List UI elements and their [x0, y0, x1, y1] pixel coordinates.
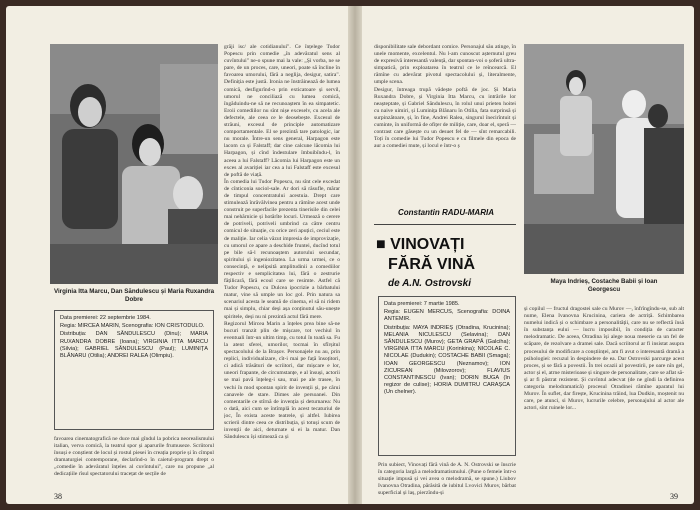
- right-photo-image: [524, 44, 684, 274]
- left-credits-date: Data premierei: 22 septembrie 1984.: [60, 315, 151, 321]
- review-author: Constantin RADU-MARIA: [398, 208, 494, 217]
- play-title-line-1: ■ VINOVAȚI: [376, 236, 465, 253]
- left-main-column: grăji isc/ ale cotidianului". Ce înțelege Tudor Popescu prin comedie „în adevăratul sens al cuvîntului" ne-o spune mai la vale: „Și vorba, ne se pare, de un proces, care, uneori, poate să încline în favoarea umorului, fără a neglija, desigur, satira". Definiția este justă. Ironia ne înstrăinează de lumea comică, desfigurînd-o prin exticatoare și servil, umorul ne conciliază cu lumea comică, îngăduindu-ne să ne recunoaștem în ea simpatetic. Eroii comediilor nu sînt nișe exceselv, cu acela ale defectele, ale ceea ce le deosebește. Excesul de străuni, excesul de principle automatizare comportamentale. El se prezintă tare patologic, iar nu morale. Între-un sens general, Harpagon este lacom ca și Falstaff; dar cine calcune lăcomia lui Harpagon, și cînd îndestulare îmbuibîndu-l, în aceea a lui Falstaff? Lăcomia lui Harpagon este un exces al avariției iar cea a lui Falstaff este excesul de poftă de viață. În comedia lui Tudor Popescu, nu sînt cele excedat de cînticonia sociol-sale. Ar dori să răsufle, mărar de timpul concentratului acestuia. Drept care stimulează înrăvălvinea pentru a rămîne acest unde construit pe superfacile prezenta tinerisile din celei mai nehărnicie și hotărîte locuri. Urmează o cerere de potriveli, potriveli umbrind ca către centru comicul de situație, cu orice zeri apuțici, ceciul este de maliție. Iar celia văzut impresia de improvizație, cu umorul ce apare a deschide fruntei, ducînd totul pe bile să-l recunoaștem autorului secundar, spiritului și ingeniozitatea. La urma urmei, ce o consecință, e nelipsită amplitudinii a comediilor respectiv e semplicitatea lui, fără o zestrurie fățilicară, fără ecoul care se resimte. Astfel că Tudor Popescu, cu Dulcea ipocrizie a bărbatului matur, vine să umple un loc gol. Prin natura sa scenariul acesta le seamă de cinema, el să ni ridem mai și simplu, chiar deși așa conținutul său-unește spiritele, deși nu ni prezintă actul fără mere. Regizorul Mircea Marin a înțeles prea bine să-ne bucuri tranzit plin de mișcare, tot vechiul în eventuali într-un ultim timp, cu totul în toată sa. Fu la atent sferei, umorilor, tocmai în sfîrșitul spectacolului de la Brașov. Personajele nu au, prin replici, individualizare, cît-i mai pe față însoțitori, ci adică trăsături de scriitori, dar mișcare e lor, uneori frapante, de circumstanțe, e al însuși, actorii se mai pavă înțeleg-i sau, mai pe ale trasee, în vechi în mod spontan spirit de invenții și, pe cărui canavele de stare. Dimes ale persoanei. Din comentarile ce stîrnă de invenția și deturnarea: Nu o dată, aici cum se întîmplă în acest tecaturiul de joc, În exista aceste teatrele, și altfel. Iubirea scrierii dintre ceea ce distribuția, și totuși scum de invenții de aici, deturnate si ei la matur. Dan Săndulescu își stimează ca și: [224, 44, 340, 441]
- left-page: [6, 6, 348, 504]
- right-bottom-left-column: Prin subiect, Vinovați fără vină de A. N. Ostrovski se înscrie în categoria largă a melodramatismului. (Pune o femeie într-o situație impusă și vei avea o melodramă, se spune.) Liubov Ivanovna Otradina, părăsită de iubitul Lvovici Murov, bărbat superficial și laș, pierzîndu-și: [378, 462, 516, 497]
- right-top-column: disponibilitate sale debordant comice. Personajul său atinge, în unele momente, excelentul. Nu l-am cunoscut așternutul greu de expresivă interesantă valență, dar spontan-voi o șoferă ultra-simpatică, prin exploatarea în teatrul ce le reîncearcă. El rămîne cu adevărat pivotul spectacolului și, literalmente, umple scena. Desigur, întreaga trupă vădește poftă de joc. Și Maria Ruxandra Dobre, și Virginia Itta Marcu, cu intrările lor neașteptate, și Gabriel Săndulescu, în rolul unui prieten hoitei cu naive uimiri, și Luminița Blănaru în Otilia, fata surprinsă și surpinzătoare, și, în fine, Andrei Ralea, singurul înecirîntuit și cuminte, în uniformă de ofițer de miliție, care, doar el, speră — contrast care găsește cu un desuet fel de — sînt remarcabili. Toți în comedie lui Tudor Popescu e cu filmele din epoca de aur a comediei mute, și locul e într-o ș: [374, 44, 516, 150]
- right-photo-caption: Maya Indrieș, Costache Babii și Ioan Georgescu: [550, 278, 658, 293]
- left-credits-distributia: Distribuția: DAN SĂNDULESCU (Dinu); MARIA RUXANDRA DOBRE (Ioana); VIRGINIA ITTA MARCU (Silvia); GABRIEL SĂNDULESCU (Paul); LUMINIȚA BLĂNARU (Otilia); ANDREI RALEA (Olimpiu).: [60, 331, 208, 360]
- play-title-line-2: FĂRĂ VINĂ: [388, 256, 476, 273]
- left-page-number: 38: [54, 492, 62, 501]
- right-page: [362, 6, 694, 504]
- right-credits-box: [378, 296, 516, 456]
- left-credits-regia: Regia: MIRCEA MARIN, Scenografia: ION CRISTODULO.: [60, 323, 205, 330]
- right-credits-regia: Regia: EUGEN MERCUS, Scenografia: DOINA ANTEMIR.: [384, 309, 510, 323]
- right-bottom-right-column: și copilul — fructul dragostei sale cu Murov —, înfrîngîndu-se, sub alt nume, Elena Ivanovna Krucinina, cariera de actriță. Schimbarea numelui indică și o schimbare a personalității, care nu se reflectă însă în substanța eului — lucru imposibil, în condiția de caracter melodramatic. De aceea, Otradina își alege noua meserie ca un fel de scăpare, de rezolvare a dramei sale. Dacă scriitorul ar fi insistat asupra procesului de modificare a conștiinței, am fi avut o interesantă dramă a psihologiei: recuzul în despindere de ea. Dar Ostrovski parcurge acest proces, și se fără a povestii. În trei ocazii al povestirii, pe oare nîn gel, actor și el, atrne misterioase și singure de personalitate, care se aflat să-și ar fi păstrat rezistent. Și cuvîntul adecvat (de ne gîndi la definirea categoria melodramatică) procesul Otradinei rămîne aparatul lui Murov. În suflet, dar firește, Krucinina trăind, lua Dudkin, moștenit nu care, pe atunci, si Murov, lucrurile celebre, personajului al actor ale actori, sînt ruinele lor...: [524, 306, 684, 412]
- book-gutter: [348, 6, 362, 504]
- left-credits-box: [54, 310, 214, 430]
- left-photo-image: [50, 44, 218, 284]
- left-photo-caption: Virginia Itta Marcu, Dan Săndulescu și Maria Ruxandra Dobre: [53, 288, 215, 303]
- right-credits-distributia: Distribuția: MAYA INDRIEȘ (Otradina, Krucinina); MELANIA NICULESCU (Selavina); DAN SĂNDULESCU (Murov); GETA GRAPĂ (Galciha); VIRGINIA ITTA MARCU (Korinkina); NICOLAE C. NICOLAE (Dudukin); COSTACHE BABII (Smaga); IOAN GEORGESCU (Neznamov); ION ZICUREAN (Milovzorov); FLAVIUS CONSTANTINESCU (Ivan); DORIN BUGA (în regizor de culise); HORIA DUMITRU CARAȘCA (Un chelner).: [384, 324, 510, 396]
- right-page-number: 39: [670, 492, 678, 501]
- right-stage-photo: [524, 44, 684, 274]
- magazine-spread: [6, 6, 694, 504]
- left-bottom-column: favoarea cinematografică ne duce mai gîndul la pobrica neorealismului italian, verva comică, la teatrul spor și aparurile frumuseze. Scriitorul însuși e conștient de locul și rostul piesei în creația proprie și în cîmpul dramaturgiei contemporane, declarînd-o în caietul-program drept o „comedie în adevăratul înțeles al cuvîntului", care nu propune „al dedicațiile rîsul spectatorului tracețat de secțile de: [54, 436, 214, 478]
- play-author: de A.N. Ostrovski: [388, 278, 471, 289]
- title-rule: [374, 224, 516, 225]
- left-stage-photo: [50, 44, 218, 284]
- right-credits-date: Data premierei: 7 martie 1985.: [384, 301, 460, 307]
